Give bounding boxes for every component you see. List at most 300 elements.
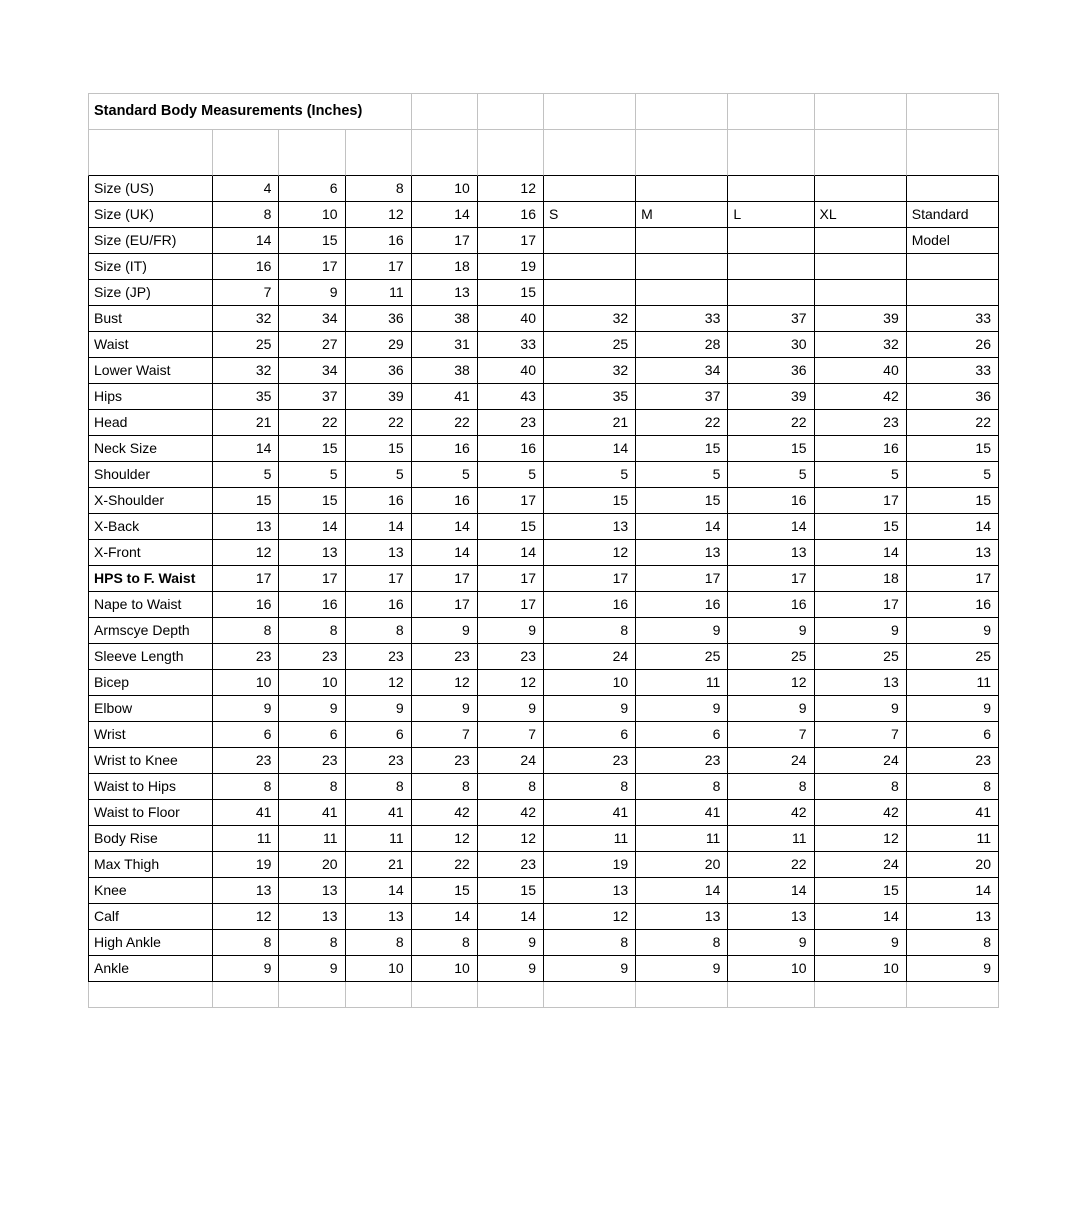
measurement-value: 11 — [213, 826, 279, 852]
measurement-value: 17 — [815, 592, 907, 618]
empty-cell — [544, 280, 636, 306]
measurement-value: 16 — [544, 592, 636, 618]
measurement-value: 23 — [412, 748, 478, 774]
measurement-value: 11 — [279, 826, 345, 852]
measurement-value: 33 — [478, 332, 544, 358]
measurement-value: 15 — [412, 878, 478, 904]
measurement-value: 8 — [636, 774, 728, 800]
measurement-row — [88, 722, 999, 748]
row-label: Body Rise — [88, 826, 213, 852]
measurement-value: 12 — [815, 826, 907, 852]
measurement-value: 15 — [728, 436, 814, 462]
measurement-value: 41 — [636, 800, 728, 826]
measurement-value: 13 — [213, 514, 279, 540]
empty-cell — [279, 982, 345, 1008]
measurement-value: 14 — [412, 904, 478, 930]
measurement-row — [88, 436, 999, 462]
measurement-value: 8 — [636, 930, 728, 956]
measurement-value: 14 — [815, 540, 907, 566]
measurement-value: 41 — [412, 384, 478, 410]
measurement-value: 12 — [213, 904, 279, 930]
measurement-value: 8 — [907, 774, 999, 800]
row-label: Neck Size — [88, 436, 213, 462]
measurement-value: 23 — [636, 748, 728, 774]
measurement-value: 25 — [815, 644, 907, 670]
row-label: Hips — [88, 384, 213, 410]
empty-cell — [815, 982, 907, 1008]
row-label: Size (IT) — [88, 254, 213, 280]
empty-cell — [815, 254, 907, 280]
measurement-row — [88, 306, 999, 332]
measurement-value: 23 — [478, 644, 544, 670]
size-value: 10 — [412, 176, 478, 202]
measurement-row — [88, 488, 999, 514]
size-value: 16 — [478, 202, 544, 228]
measurement-value: 17 — [478, 592, 544, 618]
row-label: Ankle — [88, 956, 213, 982]
measurement-value: 9 — [544, 956, 636, 982]
measurement-value: 33 — [636, 306, 728, 332]
measurement-value: 8 — [544, 618, 636, 644]
measurement-value: 34 — [279, 358, 345, 384]
empty-cell — [213, 130, 279, 176]
measurement-value: 16 — [346, 488, 412, 514]
measurement-value: 9 — [213, 696, 279, 722]
measurement-value: 20 — [907, 852, 999, 878]
measurement-value: 30 — [728, 332, 814, 358]
measurement-value: 5 — [279, 462, 345, 488]
measurement-value: 23 — [213, 748, 279, 774]
measurement-value: 24 — [544, 644, 636, 670]
measurement-value: 15 — [478, 514, 544, 540]
row-label: Wrist — [88, 722, 213, 748]
measurement-value: 10 — [279, 670, 345, 696]
measurement-value: 9 — [478, 696, 544, 722]
measurement-value: 11 — [636, 670, 728, 696]
row-label: X-Back — [88, 514, 213, 540]
row-label: Wrist to Knee — [88, 748, 213, 774]
measurement-value: 10 — [346, 956, 412, 982]
measurement-value: 33 — [907, 358, 999, 384]
measurement-value: 6 — [636, 722, 728, 748]
measurement-value: 15 — [279, 436, 345, 462]
measurement-value: 32 — [815, 332, 907, 358]
size-value: 13 — [412, 280, 478, 306]
measurement-value: 13 — [346, 540, 412, 566]
size-row — [88, 254, 999, 280]
measurement-row — [88, 384, 999, 410]
measurement-value: 37 — [728, 306, 814, 332]
row-label: Size (JP) — [88, 280, 213, 306]
measurement-value: 26 — [907, 332, 999, 358]
size-value: 14 — [213, 228, 279, 254]
measurement-value: 11 — [728, 826, 814, 852]
empty-cell — [907, 93, 999, 130]
measurement-value: 15 — [544, 488, 636, 514]
measurement-value: 15 — [213, 488, 279, 514]
measurement-value: 8 — [213, 774, 279, 800]
measurement-row — [88, 748, 999, 774]
empty-cell — [412, 130, 478, 176]
measurement-value: 15 — [478, 878, 544, 904]
measurement-value: 13 — [544, 878, 636, 904]
empty-cell — [728, 228, 814, 254]
measurement-value: 12 — [544, 904, 636, 930]
measurement-value: 9 — [636, 696, 728, 722]
measurement-value: 22 — [636, 410, 728, 436]
measurement-value: 23 — [412, 644, 478, 670]
measurement-value: 9 — [213, 956, 279, 982]
measurement-row — [88, 410, 999, 436]
measurement-value: 14 — [478, 904, 544, 930]
row-label: Waist to Floor — [88, 800, 213, 826]
measurement-value: 16 — [728, 488, 814, 514]
measurement-value: 21 — [213, 410, 279, 436]
size-value: 17 — [346, 254, 412, 280]
empty-cell — [636, 130, 728, 176]
measurement-value: 12 — [478, 826, 544, 852]
measurement-value: 13 — [907, 904, 999, 930]
empty-cell — [478, 130, 544, 176]
measurement-value: 14 — [728, 878, 814, 904]
empty-cell — [544, 982, 636, 1008]
empty-cell — [544, 130, 636, 176]
measurement-value: 9 — [728, 696, 814, 722]
measurement-value: 42 — [815, 384, 907, 410]
measurement-value: 9 — [544, 696, 636, 722]
measurement-value: 10 — [412, 956, 478, 982]
measurement-value: 22 — [728, 852, 814, 878]
size-value: 18 — [412, 254, 478, 280]
measurement-value: 13 — [636, 904, 728, 930]
measurement-value: 25 — [213, 332, 279, 358]
size-value: 8 — [346, 176, 412, 202]
measurement-value: 9 — [636, 618, 728, 644]
empty-cell — [544, 93, 636, 130]
row-label: Bicep — [88, 670, 213, 696]
measurement-value: 17 — [412, 592, 478, 618]
measurement-value: 5 — [815, 462, 907, 488]
measurement-value: 27 — [279, 332, 345, 358]
measurement-value: 24 — [815, 852, 907, 878]
measurement-value: 41 — [346, 800, 412, 826]
empty-cell — [213, 982, 279, 1008]
measurement-value: 14 — [412, 514, 478, 540]
measurement-value: 42 — [815, 800, 907, 826]
empty-cell — [728, 254, 814, 280]
empty-cell — [88, 130, 213, 176]
measurement-row — [88, 358, 999, 384]
measurement-value: 12 — [478, 670, 544, 696]
row-label: Sleeve Length — [88, 644, 213, 670]
measurement-value: 5 — [907, 462, 999, 488]
measurement-value: 35 — [544, 384, 636, 410]
measurement-value: 8 — [544, 930, 636, 956]
measurement-value: 8 — [478, 774, 544, 800]
table-body — [88, 93, 999, 1008]
row-label: Bust — [88, 306, 213, 332]
measurement-value: 5 — [544, 462, 636, 488]
measurement-value: 9 — [478, 930, 544, 956]
measurement-value: 16 — [213, 592, 279, 618]
title-row — [88, 93, 999, 130]
empty-cell — [815, 176, 907, 202]
measurement-value: 5 — [478, 462, 544, 488]
measurement-value: 22 — [907, 410, 999, 436]
measurement-row — [88, 332, 999, 358]
measurement-value: 21 — [544, 410, 636, 436]
measurement-value: 17 — [213, 566, 279, 592]
measurement-value: 14 — [346, 878, 412, 904]
measurement-value: 15 — [346, 436, 412, 462]
fit-label: XL — [815, 202, 907, 228]
measurement-value: 23 — [544, 748, 636, 774]
measurement-value: 13 — [907, 540, 999, 566]
row-label: High Ankle — [88, 930, 213, 956]
row-label: Max Thigh — [88, 852, 213, 878]
measurement-value: 5 — [412, 462, 478, 488]
measurement-value: 17 — [279, 566, 345, 592]
measurement-value: 9 — [412, 618, 478, 644]
measurement-value: 16 — [478, 436, 544, 462]
measurement-value: 5 — [728, 462, 814, 488]
measurement-row — [88, 774, 999, 800]
measurement-value: 13 — [213, 878, 279, 904]
measurement-value: 8 — [412, 774, 478, 800]
measurement-row — [88, 514, 999, 540]
measurement-value: 6 — [279, 722, 345, 748]
measurement-value: 15 — [907, 436, 999, 462]
measurement-value: 22 — [728, 410, 814, 436]
measurement-value: 8 — [412, 930, 478, 956]
empty-cell — [636, 982, 728, 1008]
measurement-value: 14 — [815, 904, 907, 930]
measurement-value: 41 — [544, 800, 636, 826]
measurement-value: 8 — [544, 774, 636, 800]
empty-cell — [907, 254, 999, 280]
size-value: 4 — [213, 176, 279, 202]
measurement-value: 40 — [478, 358, 544, 384]
row-label: Armscye Depth — [88, 618, 213, 644]
measurement-value: 20 — [636, 852, 728, 878]
size-value: 16 — [213, 254, 279, 280]
measurement-value: 15 — [279, 488, 345, 514]
sheet-title: Standard Body Measurements (Inches) — [88, 93, 412, 130]
fit-label: M — [636, 202, 728, 228]
measurement-value: 14 — [478, 540, 544, 566]
measurement-value: 23 — [279, 748, 345, 774]
measurement-value: 16 — [412, 436, 478, 462]
measurement-value: 16 — [728, 592, 814, 618]
measurement-value: 17 — [478, 566, 544, 592]
empty-cell — [728, 176, 814, 202]
measurement-value: 9 — [346, 696, 412, 722]
measurement-value: 18 — [815, 566, 907, 592]
measurement-value: 14 — [728, 514, 814, 540]
measurement-value: 38 — [412, 358, 478, 384]
size-value: 16 — [346, 228, 412, 254]
measurement-value: 13 — [279, 540, 345, 566]
measurement-value: 17 — [636, 566, 728, 592]
measurement-row — [88, 930, 999, 956]
measurement-value: 19 — [213, 852, 279, 878]
size-value: 8 — [213, 202, 279, 228]
measurement-value: 17 — [544, 566, 636, 592]
measurement-value: 25 — [728, 644, 814, 670]
measurement-value: 6 — [544, 722, 636, 748]
measurement-value: 5 — [636, 462, 728, 488]
fit-label: Standard — [907, 202, 999, 228]
measurement-value: 34 — [279, 306, 345, 332]
measurement-value: 14 — [907, 878, 999, 904]
row-label: Size (EU/FR) — [88, 228, 213, 254]
size-value: 6 — [279, 176, 345, 202]
measurement-row — [88, 670, 999, 696]
measurement-value: 14 — [213, 436, 279, 462]
measurement-value: 16 — [815, 436, 907, 462]
size-value: 17 — [279, 254, 345, 280]
measurement-value: 8 — [728, 774, 814, 800]
measurement-value: 9 — [907, 618, 999, 644]
empty-cell — [636, 176, 728, 202]
measurement-row — [88, 566, 999, 592]
empty-cell — [346, 130, 412, 176]
fit-label: L — [728, 202, 814, 228]
row-label: Elbow — [88, 696, 213, 722]
measurement-value: 14 — [907, 514, 999, 540]
measurement-value: 8 — [346, 774, 412, 800]
row-label: Waist — [88, 332, 213, 358]
measurement-value: 17 — [478, 488, 544, 514]
size-value: 7 — [213, 280, 279, 306]
measurement-value: 23 — [478, 852, 544, 878]
size-value: 12 — [478, 176, 544, 202]
spacer-row — [88, 130, 999, 176]
size-value: 15 — [478, 280, 544, 306]
measurement-value: 16 — [636, 592, 728, 618]
size-value: 19 — [478, 254, 544, 280]
measurement-row — [88, 800, 999, 826]
measurement-value: 15 — [636, 488, 728, 514]
measurement-value: 9 — [907, 956, 999, 982]
empty-cell — [636, 254, 728, 280]
measurement-value: 8 — [346, 930, 412, 956]
size-value: 15 — [279, 228, 345, 254]
measurement-value: 14 — [346, 514, 412, 540]
measurement-value: 8 — [907, 930, 999, 956]
size-value: 12 — [346, 202, 412, 228]
measurement-value: 12 — [412, 826, 478, 852]
measurement-value: 36 — [346, 358, 412, 384]
empty-cell — [544, 254, 636, 280]
measurement-value: 6 — [907, 722, 999, 748]
measurement-value: 6 — [213, 722, 279, 748]
measurement-value: 22 — [279, 410, 345, 436]
measurement-value: 11 — [907, 826, 999, 852]
measurement-value: 9 — [907, 696, 999, 722]
row-label: HPS to F. Waist — [88, 566, 213, 592]
measurement-value: 7 — [412, 722, 478, 748]
measurement-value: 10 — [213, 670, 279, 696]
measurement-value: 14 — [412, 540, 478, 566]
measurement-value: 36 — [728, 358, 814, 384]
row-label: Head — [88, 410, 213, 436]
measurement-value: 6 — [346, 722, 412, 748]
empty-cell — [728, 130, 814, 176]
row-label: Shoulder — [88, 462, 213, 488]
measurement-value: 41 — [907, 800, 999, 826]
measurement-row — [88, 826, 999, 852]
measurement-value: 9 — [728, 930, 814, 956]
measurement-value: 8 — [346, 618, 412, 644]
measurement-row — [88, 878, 999, 904]
measurement-value: 11 — [346, 826, 412, 852]
empty-cell — [815, 280, 907, 306]
measurement-row — [88, 540, 999, 566]
measurement-value: 9 — [815, 930, 907, 956]
empty-cell — [544, 228, 636, 254]
measurement-value: 17 — [412, 566, 478, 592]
size-value: 17 — [412, 228, 478, 254]
measurement-value: 5 — [213, 462, 279, 488]
size-value: 14 — [412, 202, 478, 228]
size-row — [88, 176, 999, 202]
measurement-value: 22 — [412, 410, 478, 436]
measurement-value: 9 — [815, 696, 907, 722]
measurement-value: 23 — [346, 644, 412, 670]
row-label: Lower Waist — [88, 358, 213, 384]
measurement-value: 41 — [213, 800, 279, 826]
measurement-value: 15 — [815, 514, 907, 540]
empty-cell — [815, 228, 907, 254]
measurement-value: 32 — [213, 306, 279, 332]
row-label: Waist to Hips — [88, 774, 213, 800]
measurement-value: 8 — [279, 618, 345, 644]
measurement-value: 9 — [412, 696, 478, 722]
measurement-row — [88, 618, 999, 644]
measurement-value: 13 — [728, 540, 814, 566]
size-value: 17 — [478, 228, 544, 254]
measurement-value: 15 — [907, 488, 999, 514]
measurement-value: 17 — [728, 566, 814, 592]
row-label: Size (US) — [88, 176, 213, 202]
measurement-value: 9 — [815, 618, 907, 644]
empty-cell — [88, 982, 213, 1008]
empty-cell — [412, 982, 478, 1008]
measurement-value: 5 — [346, 462, 412, 488]
measurement-value: 13 — [636, 540, 728, 566]
empty-cell — [279, 130, 345, 176]
fit-label: S — [544, 202, 636, 228]
empty-cell — [815, 93, 907, 130]
measurement-value: 14 — [636, 514, 728, 540]
measurement-value: 37 — [279, 384, 345, 410]
measurement-value: 23 — [279, 644, 345, 670]
measurement-value: 43 — [478, 384, 544, 410]
size-row — [88, 280, 999, 306]
measurement-value: 7 — [815, 722, 907, 748]
empty-cell — [412, 93, 478, 130]
measurement-value: 38 — [412, 306, 478, 332]
measurement-value: 40 — [815, 358, 907, 384]
measurement-value: 39 — [815, 306, 907, 332]
measurement-value: 11 — [636, 826, 728, 852]
measurement-value: 23 — [815, 410, 907, 436]
empty-cell — [728, 93, 814, 130]
measurement-value: 7 — [728, 722, 814, 748]
measurement-value: 36 — [346, 306, 412, 332]
empty-cell — [907, 130, 999, 176]
